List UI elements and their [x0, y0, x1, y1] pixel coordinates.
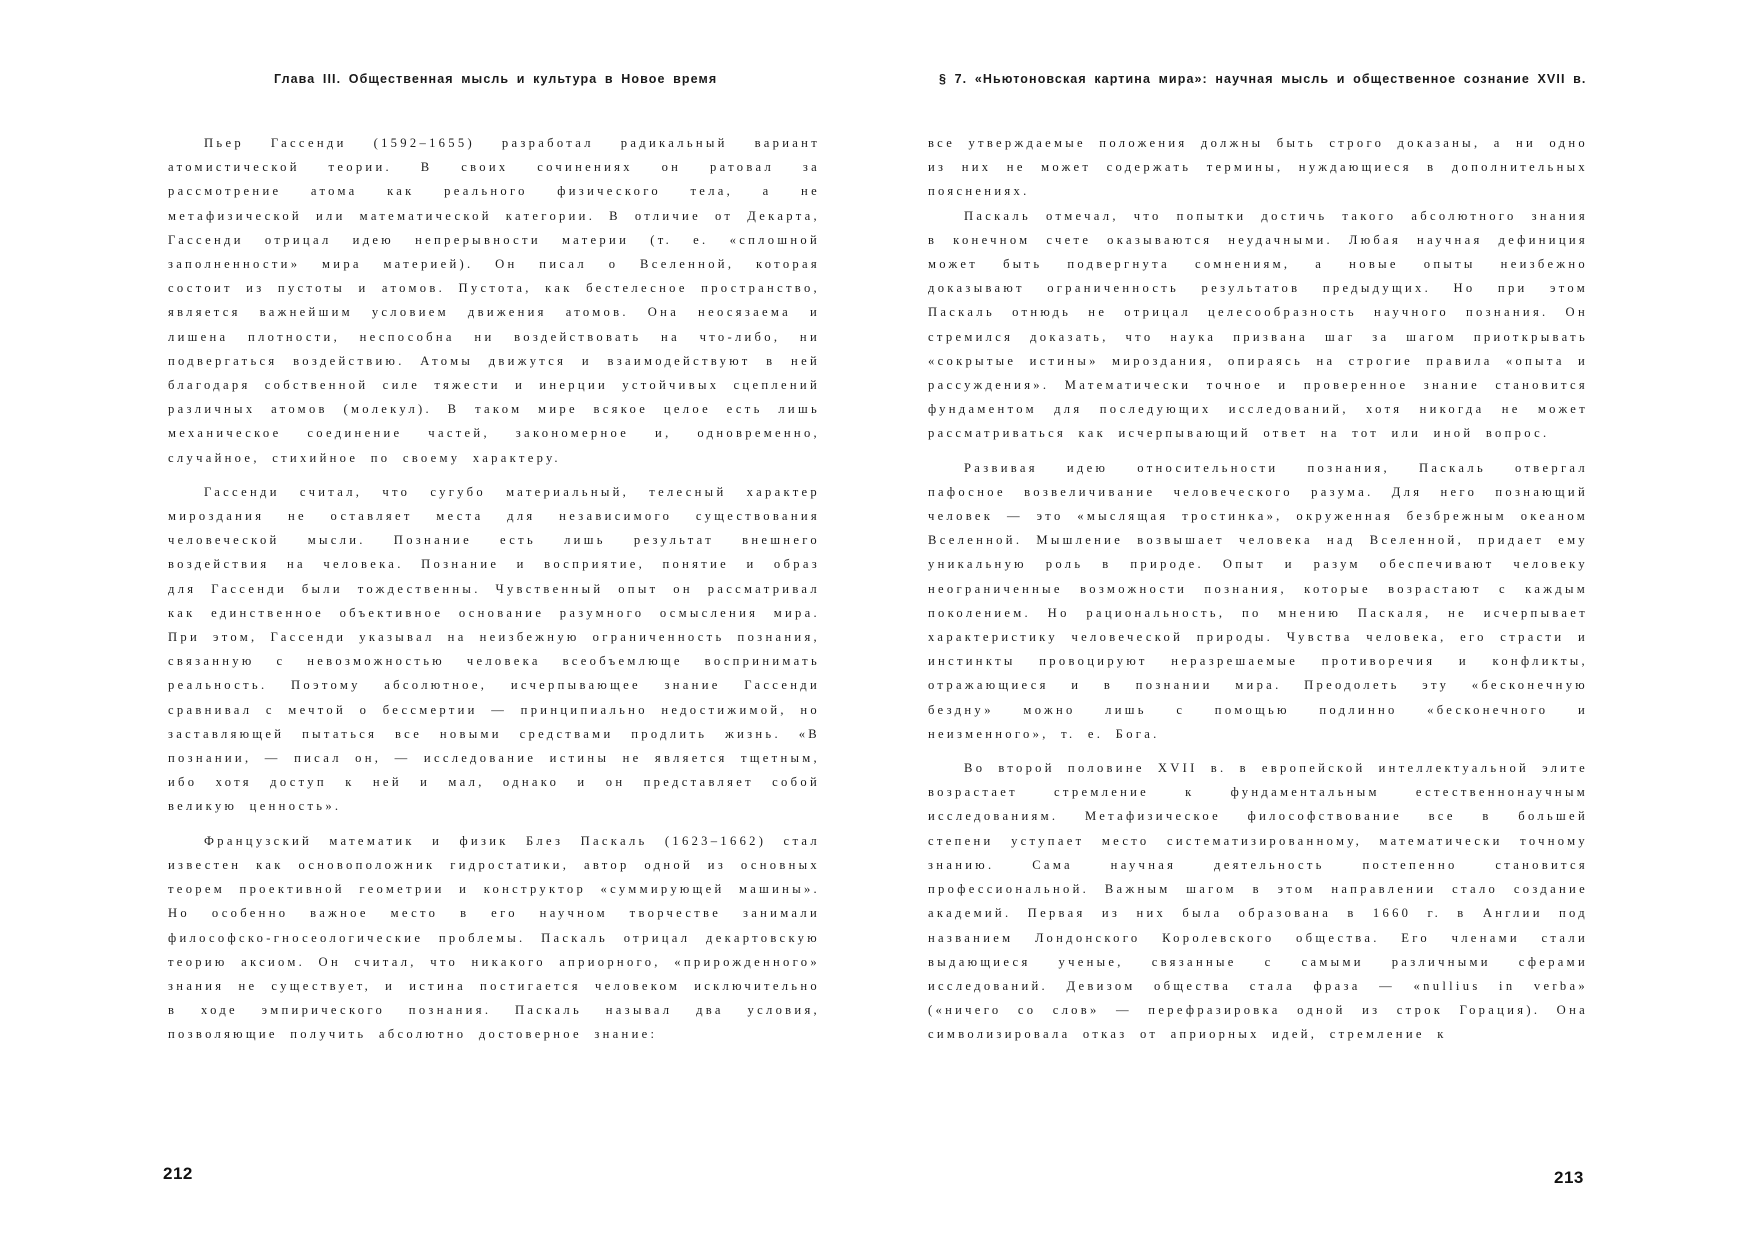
page-number-right: 213: [1554, 1168, 1584, 1187]
paragraph-gassendi-atomism: Пьер Гассенди (1592–1655) разработал радикальный вариант атомистической теории. В своих сочинениях он ратовал за рассмотрение атома как реального физического тела, а не метафизической или математической категории. В отличие от Декарта, Гассенди отрицал идею непрерывности материи (т. е. «сплошной заполненности» мира материей). Он писал о Вселенной, которая состоит из пустоты и атомов. Пустота, как бестелесное пространство, является важнейшим условием движения атомов. Она неосязаема и лишена плотности, неспособна ни воздействовать на что-либо, ни подвергаться воздействию. Атомы движутся и взаимодействуют в ней благодаря собственной силе тяжести и инерции устойчивых сцеплений различных атомов (молекул). В таком мире всякое целое есть лишь механическое соединение частей, закономерное и, одновременно, случайное, стихийное по своему характеру.: [168, 136, 820, 465]
right-page: [877, 0, 1754, 1239]
paragraph-pascal-conditions: все утверждаемые положения должны быть строго доказаны, а ни одно из них не может содержать термины, нуждающиеся в дополнительных пояснениях.: [928, 136, 1588, 199]
left-text-block: [168, 131, 820, 1047]
paragraph-pascal-knowledge: Паскаль отмечал, что попытки достичь такого абсолютного знания в конечном счете оказываются неудачными. Любая научная дефиниция может быть подвергнута сомнениям, а новые опыты неизбежно доказывают ограниченность результатов предыдущих. Но при этом Паскаль отнюдь не отрицал целесообразность научного познания. Он стремился доказать, что наука призвана шаг за шагом приоткрывать «сокрытые истины» мироздания, опираясь на строгие правила «опыта и рассуждения». Математически точное и проверенное знание становится фундаментом для последующих исследований, хотя никогда не может рассматриваться как исчерпывающий ответ на тот или иной вопрос.: [928, 208, 1588, 441]
running-head-right: § 7. «Ньютоновская картина мира»: научная мысль и общественное сознание XVII в.: [939, 72, 1587, 86]
paragraph-pascal-intro: Французский математик и физик Блез Паскаль (1623–1662) стал известен как основоположник гидростатики, автор одной из основных теорем проективной геометрии и конструктор «суммирующей машины». Но особенно важное место в его научном творчестве занимали философско-гносеологические проблемы. Паскаль отрицал декартовскую теорию аксиом. Он считал, что никакого априорного, «прирожденного» знания не существует, и истина постигается человеком исключительно в ходе эмпирического познания. Паскаль называл два условия, позволяющие получить абсолютно достоверное знание:: [168, 833, 820, 1042]
paragraph-gassendi-cognition: Гассенди считал, что сугубо материальный, телесный характер мироздания не оставляет места для независимого существования человеческой мысли. Познание есть лишь результат внешнего воздействия на человека. Познание и восприятие, понятие и образ для Гассенди были тождественны. Чувственный опыт он рассматривал как единственное объективное основание разумного осмысления мира. При этом, Гассенди указывал на неизбежную ограниченность познания, связанную с невозможностью человека всеобъемлюще воспринимать реальность. Поэтому абсолютное, исчерпывающее знание Гассенди сравнивал с мечтой о бессмертии — принципиально недостижимой, но заставляющей пытаться все новыми средствами продлить жизнь. «В познании, — писал он, — исследование истины не является тщетным, ибо хотя доступ к ней и мал, однако и он представляет собой великую ценность».: [168, 484, 820, 814]
paragraph-royal-society: Во второй половине XVII в. в европейской интеллектуальной элите возрастает стремление к фундаментальным естественнонаучным исследованиям. Метафизическое философствование все в большей степени уступает место систематизированному, математически точному знанию. Сама научная деятельность постепенно становится профессиональной. Важным шагом в этом направлении стало создание академий. Первая из них была образована в 1660 г. в Англии под названием Лондонского Королевского общества. Его членами стали выдающиеся ученые, связанные с самыми различными сферами исследований. Девизом общества стала фраза — «nullius in verba» («ничего со слов» — перефразировка одной из строк Горация). Она символизировала отказ от априорных идей, стремление к: [928, 761, 1588, 1042]
page-number-left: 212: [163, 1164, 193, 1183]
paragraph-pascal-reason: Развивая идею относительности познания, Паскаль отвергал пафосное возвеличивание человеческого разума. Для него познающий человек — это «мыслящая тростинка», окруженная безбрежным океаном Вселенной. Мышление возвышает человека над Вселенной, придает ему уникальную роль в природе. Опыт и разум обеспечивают человеку неограниченные возможности познания, которые возрастают с каждым поколением. Но рациональность, по мнению Паскаля, не исчерпывает характеристику человеческой природы. Чувства человека, его страсти и инстинкты провоцируют неразрешаемые противоречия и конфликты, отражающиеся и в познании мира. Преодолеть эту «бесконечную бездну» можно лишь с помощью подлинно «бесконечного и неизменного», т. е. Бога.: [928, 460, 1588, 741]
running-head-left: Глава III. Общественная мысль и культура в Новое время: [274, 72, 718, 86]
right-text-block: [928, 131, 1588, 1047]
